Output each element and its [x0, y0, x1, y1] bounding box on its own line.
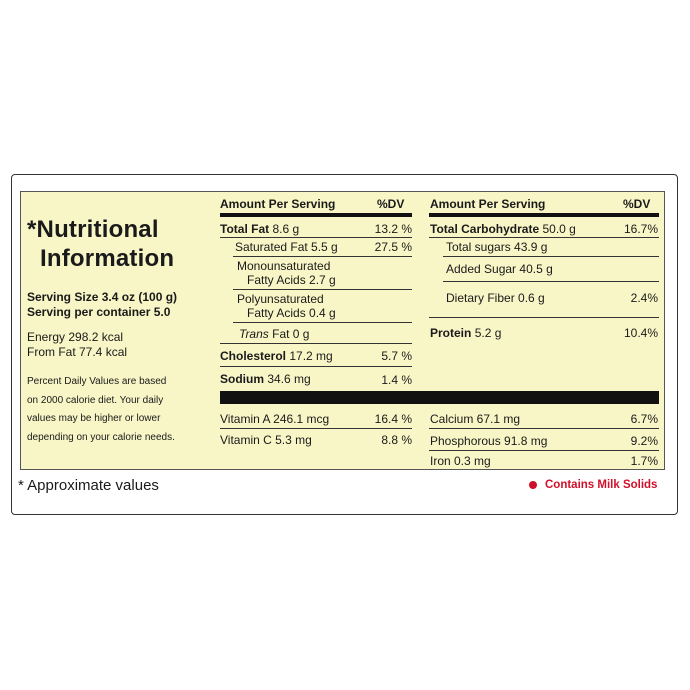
divider — [443, 281, 659, 282]
vitamin-c-label: Vitamin C 5.3 mg — [220, 433, 312, 447]
divider — [233, 322, 412, 323]
divider — [220, 366, 412, 367]
divider — [429, 450, 659, 451]
col1-header-amount: Amount Per Serving — [220, 197, 336, 211]
divider — [220, 237, 412, 238]
total-carb-row — [430, 222, 576, 236]
cholesterol-row — [220, 349, 333, 363]
divider — [233, 256, 412, 257]
iron-label: Iron 0.3 mg — [430, 454, 491, 468]
phosphorous-dv: 9.2% — [630, 434, 658, 448]
mono-line-1: Monounsaturated — [237, 259, 331, 273]
vitamin-a-label: Vitamin A 246.1 mcg — [220, 412, 330, 426]
total-carb-value: 50.0 g — [542, 222, 576, 236]
dietary-fiber-label: Dietary Fiber 0.6 g — [446, 291, 545, 305]
energy-value: Energy 298.2 kcal — [27, 330, 124, 344]
allergen-note — [529, 479, 657, 491]
divider — [429, 317, 659, 318]
pdv-line-4: depending on your calorie needs. — [27, 431, 175, 443]
total-carb-dv: 16.7% — [623, 222, 658, 236]
col2-header-dv: %DV — [623, 197, 651, 211]
vitamins-separator-bar — [220, 391, 659, 404]
serving-size: Serving Size 3.4 oz (100 g) — [27, 290, 178, 304]
pdv-line-2: on 2000 calorie diet. Your daily — [27, 394, 164, 406]
saturated-fat-label: Saturated Fat 5.5 g — [235, 240, 338, 254]
col1-header-rule — [220, 213, 412, 217]
trans-fat-row — [239, 327, 309, 341]
pdv-line-1: Percent Daily Values are based — [27, 376, 167, 387]
total-fat-value: 8.6 g — [272, 222, 300, 236]
cholesterol-value: 17.2 mg — [289, 349, 333, 363]
energy-info — [27, 330, 127, 360]
serving-per-container: Serving per container 5.0 — [27, 305, 171, 319]
total-fat-dv: 13.2 % — [374, 222, 412, 236]
protein-row — [430, 326, 501, 340]
serving-info — [27, 290, 177, 320]
vitamin-c-dv: 8.8 % — [381, 433, 412, 447]
sodium-dv: 1.4 % — [381, 373, 412, 387]
total-sugars-label: Total sugars 43.9 g — [446, 240, 548, 254]
dietary-fiber-dv: 2.4% — [630, 291, 658, 305]
trans-fat-label-italic: Trans — [239, 327, 269, 341]
divider — [233, 289, 412, 290]
pdv-line-3: values may be higher or lower — [27, 413, 161, 424]
divider — [220, 428, 412, 429]
divider — [443, 256, 659, 257]
title-line-2: Information — [40, 245, 175, 272]
phosphorous-label: Phosphorous 91.8 mg — [430, 434, 548, 448]
panel-title — [27, 215, 217, 273]
mono-line-2: Fatty Acids 2.7 g — [247, 273, 336, 287]
total-carb-label: Total Carbohydrate — [430, 222, 540, 236]
sodium-row — [220, 372, 311, 386]
calcium-dv: 6.7% — [630, 412, 658, 426]
red-dot-icon — [529, 481, 537, 489]
calcium-label: Calcium 67.1 mg — [430, 412, 521, 426]
protein-value: 5.2 g — [474, 326, 502, 340]
sodium-label: Sodium — [220, 372, 264, 386]
divider — [429, 428, 659, 429]
total-fat-row — [220, 222, 299, 236]
trans-fat-label-rest: Fat 0 g — [268, 327, 310, 341]
divider — [429, 237, 659, 238]
iron-dv: 1.7% — [630, 454, 658, 468]
col2-header-amount: Amount Per Serving — [430, 197, 546, 211]
col2-header-rule — [429, 213, 659, 217]
daily-value-note — [27, 373, 223, 447]
title-line-1: *Nutritional — [27, 216, 159, 243]
poly-line-2: Fatty Acids 0.4 g — [247, 306, 336, 320]
col1-header-dv: %DV — [377, 197, 405, 211]
cholesterol-label: Cholesterol — [220, 349, 287, 363]
saturated-fat-dv: 27.5 % — [374, 240, 412, 254]
contains-milk-solids: Contains Milk Solids — [545, 479, 658, 491]
added-sugar-label: Added Sugar 40.5 g — [446, 262, 553, 276]
divider — [220, 343, 412, 344]
poly-line-1: Polyunsaturated — [237, 292, 324, 306]
nutrition-panel — [20, 191, 665, 470]
protein-dv: 10.4% — [623, 326, 658, 340]
total-fat-label: Total Fat — [220, 222, 270, 236]
vitamin-a-dv: 16.4 % — [374, 412, 412, 426]
sodium-value: 34.6 mg — [267, 372, 311, 386]
cholesterol-dv: 5.7 % — [381, 349, 412, 363]
approximate-values-note: * Approximate values — [18, 477, 159, 494]
from-fat-value: From Fat 77.4 kcal — [27, 345, 128, 359]
protein-label: Protein — [430, 326, 472, 340]
